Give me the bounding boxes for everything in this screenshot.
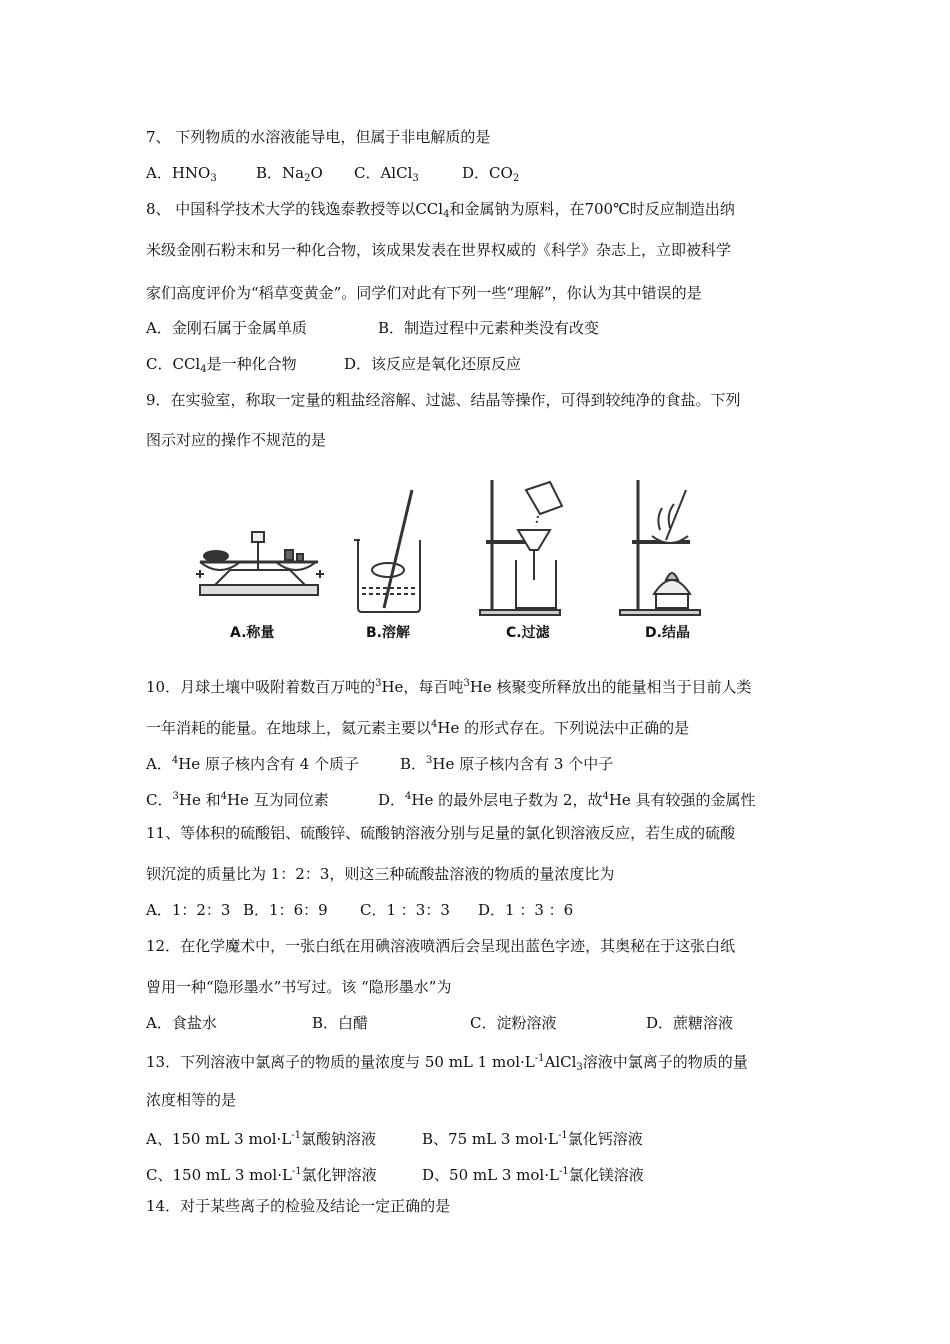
q13-option-d: D、50 mL 3 mol·L-1氯化镁溶液 bbox=[422, 1166, 644, 1184]
q10-option-b: B．3He 原子核内含有 3 个中子 bbox=[400, 755, 614, 773]
q12-options bbox=[146, 1013, 734, 1033]
q8-option-c: C．CCl4是一种化合物 bbox=[146, 355, 297, 375]
q13-line-1: 13．下列溶液中氯离子的物质的量浓度与 50 mL 1 mol·L-1AlCl3溶液中氯离子的物质的量 bbox=[146, 1053, 748, 1073]
caption-d: D.结晶 bbox=[645, 625, 690, 641]
q7-option-d: D．CO2 bbox=[462, 164, 520, 184]
caption-c: C.过滤 bbox=[506, 625, 550, 641]
q12-line-1: 12．在化学魔术中，一张白纸在用碘溶液喷洒后会呈现出蓝色字迹，其奥秘在于这张白纸 bbox=[146, 937, 736, 955]
filtration-setup-icon bbox=[480, 480, 562, 615]
q14-stem: 14．对于某些离子的检验及结论一定正确的是 bbox=[146, 1197, 451, 1215]
q9-line-2: 图示对应的操作不规范的是 bbox=[146, 431, 327, 449]
q12-option-d: D．蔗糖溶液 bbox=[646, 1014, 734, 1032]
q13-line-2: 浓度相等的是 bbox=[146, 1091, 237, 1109]
beaker-stirring-icon bbox=[354, 490, 420, 612]
q8-line-1: 8、 中国科学技术大学的钱逸泰教授等以CCl4和金属钠为原料，在700℃时反应制造出纳 bbox=[146, 200, 735, 220]
q7-option-b: B．Na2O bbox=[256, 164, 323, 184]
q13-option-b: B、75 mL 3 mol·L-1氯化钙溶液 bbox=[422, 1130, 643, 1148]
q8-option-a: A．金刚石属于金属单质 bbox=[146, 319, 307, 337]
q10-option-d: D．4He 的最外层电子数为 2，故4He 具有较强的金属性 bbox=[378, 791, 756, 809]
q10-line-2: 一年消耗的能量。在地球上，氦元素主要以4He 的形式存在。下列说法中正确的是 bbox=[146, 719, 690, 737]
q7-option-a: A．HNO3 bbox=[146, 164, 217, 184]
q12-option-a: A．食盐水 bbox=[146, 1014, 217, 1032]
evaporation-setup-icon bbox=[620, 480, 700, 615]
q8-option-b: B．制造过程中元素种类没有改变 bbox=[378, 319, 600, 337]
q12-option-b: B．白醋 bbox=[312, 1014, 369, 1032]
q10-option-a: A．4He 原子核内含有 4 个质子 bbox=[146, 755, 360, 773]
q10-options-cd bbox=[146, 787, 756, 810]
caption-b: B.溶解 bbox=[366, 625, 410, 641]
q8-options-ab bbox=[146, 318, 600, 338]
q8-options-cd bbox=[146, 354, 522, 380]
q11-options bbox=[146, 900, 574, 920]
q13-options-cd bbox=[146, 1162, 644, 1185]
q11-option-d: D．1 ：3 ：6 bbox=[478, 901, 574, 919]
q11-line-1: 11、等体积的硫酸铝、硫酸锌、硫酸钠溶液分别与足量的氯化钡溶液反应，若生成的硫酸 bbox=[146, 824, 736, 842]
q12-line-2: 曾用一种“隐形墨水”书写过。该 “隐形墨水”为 bbox=[146, 978, 452, 996]
q7-option-c: C．AlCl3 bbox=[354, 164, 419, 184]
q10-option-c: C．3He 和4He 互为同位素 bbox=[146, 791, 329, 809]
balance-icon bbox=[196, 532, 324, 595]
q11-line-2: 钡沉淀的质量比为 1：2：3，则这三种硫酸盐溶液的物质的量浓度比为 bbox=[146, 865, 615, 883]
q7-stem: 7、 下列物质的水溶液能导电，但属于非电解质的是 bbox=[146, 128, 491, 146]
q10-options-ab bbox=[146, 751, 614, 774]
q13-option-c: C、150 mL 3 mol·L-1氯化钾溶液 bbox=[146, 1166, 377, 1184]
q11-option-c: C．1 ：3：3 bbox=[360, 901, 450, 919]
q12-option-c: C．淀粉溶液 bbox=[470, 1014, 557, 1032]
q13-option-a: A、150 mL 3 mol·L-1氯酸钠溶液 bbox=[146, 1130, 377, 1148]
caption-a: A.称量 bbox=[230, 625, 275, 641]
q8-option-d: D．该反应是氧化还原反应 bbox=[344, 355, 522, 373]
q8-line-2: 米级金刚石粉末和另一种化合物，该成果发表在世界权威的《科学》杂志上，立即被科学 bbox=[146, 241, 732, 259]
q11-option-a: A．1：2：3 bbox=[146, 901, 231, 919]
q8-line-3: 家们高度评价为“稻草变黄金”。同学们对此有下列一些“理解”，你认为其中错误的是 bbox=[146, 284, 702, 302]
lab-operations-figure bbox=[190, 470, 730, 645]
lab-operations-drawing bbox=[190, 470, 730, 620]
q9-line-1: 9．在实验室，称取一定量的粗盐经溶解、过滤、结晶等操作，可得到较纯净的食盐。下列 bbox=[146, 391, 741, 409]
q11-option-b: B．1：6：9 bbox=[243, 901, 328, 919]
q7-options bbox=[146, 163, 520, 189]
q13-options-ab bbox=[146, 1126, 643, 1149]
q10-line-1: 10．月球土壤中吸附着数百万吨的3He，每百吨3He 核聚变所释放出的能量相当于目前人类 bbox=[146, 678, 752, 696]
